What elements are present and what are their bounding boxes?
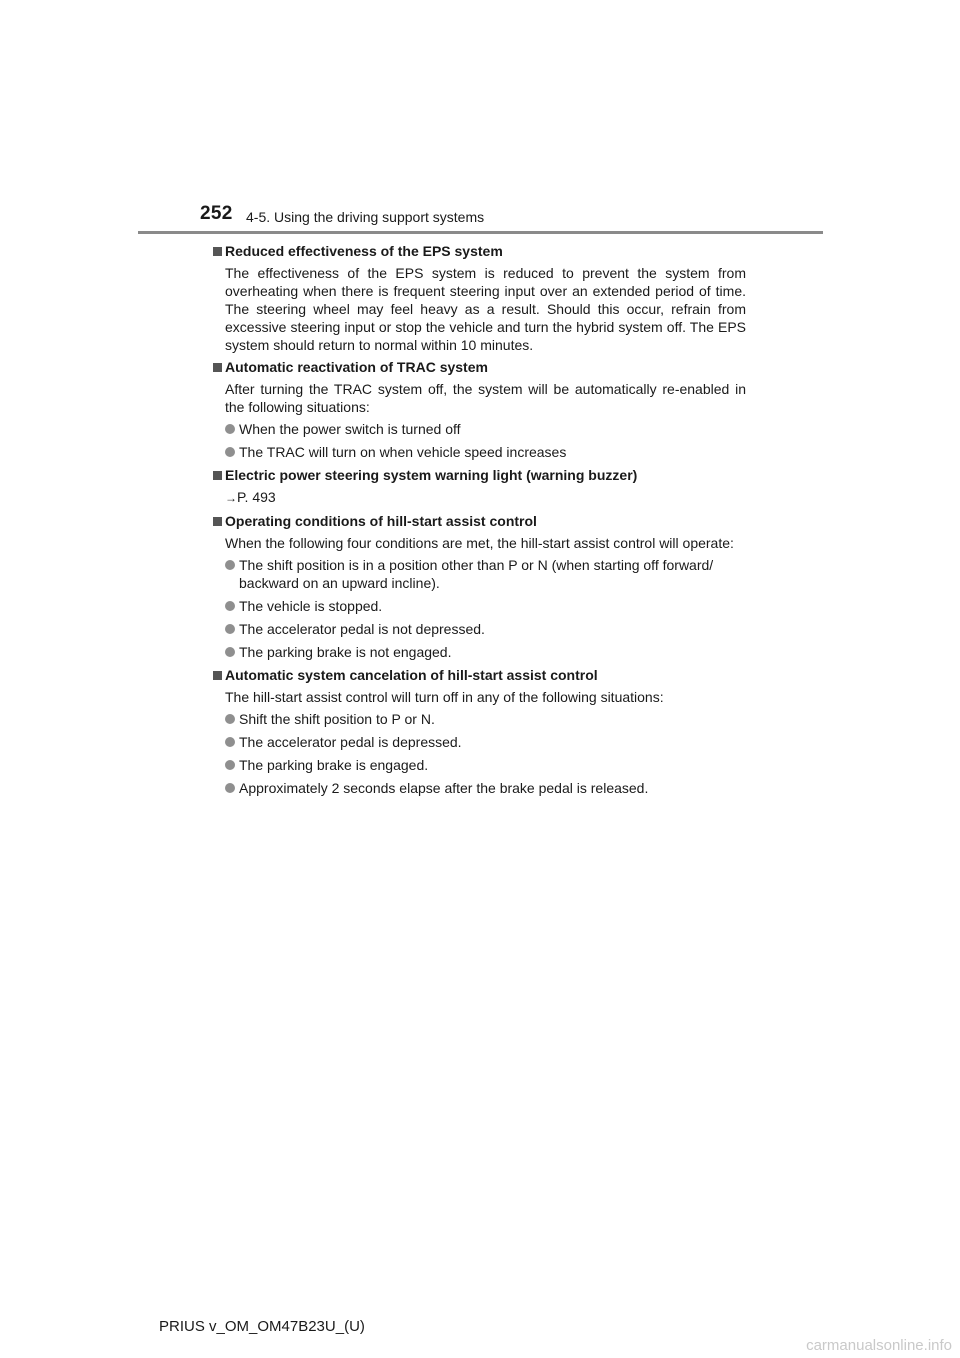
section-body: After turning the TRAC system off, the system will be automatically re-enabled in the following situations:	[225, 381, 746, 415]
watermark-text: carmanualsonline.info	[806, 1337, 952, 1354]
list-item: Shift the shift position to P or N.	[213, 710, 746, 728]
page-number: 252	[200, 203, 233, 224]
page-header	[0, 0, 960, 240]
section-trac-reactivation	[213, 358, 746, 461]
square-bullet-icon	[213, 517, 222, 526]
square-bullet-icon	[213, 671, 222, 680]
list-item: Approximately 2 seconds elapse after the brake pedal is released.	[213, 779, 746, 797]
document-code: PRIUS v_OM_OM47B23U_(U)	[159, 1318, 365, 1335]
circle-bullet-icon	[225, 760, 235, 770]
circle-bullet-icon	[225, 714, 235, 724]
circle-bullet-icon	[225, 624, 235, 634]
section-hill-start-cancelation	[213, 666, 746, 797]
list-item: The accelerator pedal is not depressed.	[213, 620, 746, 638]
square-bullet-icon	[213, 363, 222, 372]
header-divider	[138, 231, 823, 234]
circle-bullet-icon	[225, 783, 235, 793]
circle-bullet-icon	[225, 601, 235, 611]
circle-bullet-icon	[225, 737, 235, 747]
section-heading: Electric power steering system warning light (warning buzzer)	[213, 466, 746, 485]
section-heading: Automatic reactivation of TRAC system	[213, 358, 746, 377]
circle-bullet-icon	[225, 560, 235, 570]
section-heading: Automatic system cancelation of hill-start assist control	[213, 666, 746, 685]
circle-bullet-icon	[225, 447, 235, 457]
square-bullet-icon	[213, 471, 222, 480]
square-bullet-icon	[213, 247, 222, 256]
list-item: The shift position is in a position other than P or N (when starting off forward/ backward on an upward incline).	[213, 556, 746, 592]
section-eps-effectiveness	[213, 242, 746, 354]
section-eps-warning-light	[213, 466, 746, 507]
list-item: The TRAC will turn on when vehicle speed increases	[213, 443, 746, 461]
section-body: The hill-start assist control will turn off in any of the following situations:	[225, 689, 664, 705]
chapter-title: 4-5. Using the driving support systems	[246, 209, 485, 225]
section-body: The effectiveness of the EPS system is reduced to prevent the system from overheating when there is frequent steering input over an extended period of time. The steering wheel may feel heavy as a result. Should this occur, refrain from excessive steering input or stop the vehicle and turn the hybrid system off. The EPS system should return to normal within 10 minutes.	[225, 265, 746, 353]
circle-bullet-icon	[225, 647, 235, 657]
page-reference-link[interactable]: →P. 493	[225, 489, 276, 505]
list-item: The parking brake is not engaged.	[213, 643, 746, 661]
list-item: The accelerator pedal is depressed.	[213, 733, 746, 751]
section-heading: Operating conditions of hill-start assist control	[213, 512, 746, 531]
section-hill-start-operating	[213, 512, 746, 661]
section-heading: Reduced effectiveness of the EPS system	[213, 242, 746, 261]
list-item: The parking brake is engaged.	[213, 756, 746, 774]
list-item: The vehicle is stopped.	[213, 597, 746, 615]
circle-bullet-icon	[225, 424, 235, 434]
section-body: When the following four conditions are met, the hill-start assist control will operate:	[225, 535, 734, 551]
page-content	[213, 242, 746, 802]
list-item: When the power switch is turned off	[213, 420, 746, 438]
arrow-right-icon: →	[225, 491, 237, 505]
